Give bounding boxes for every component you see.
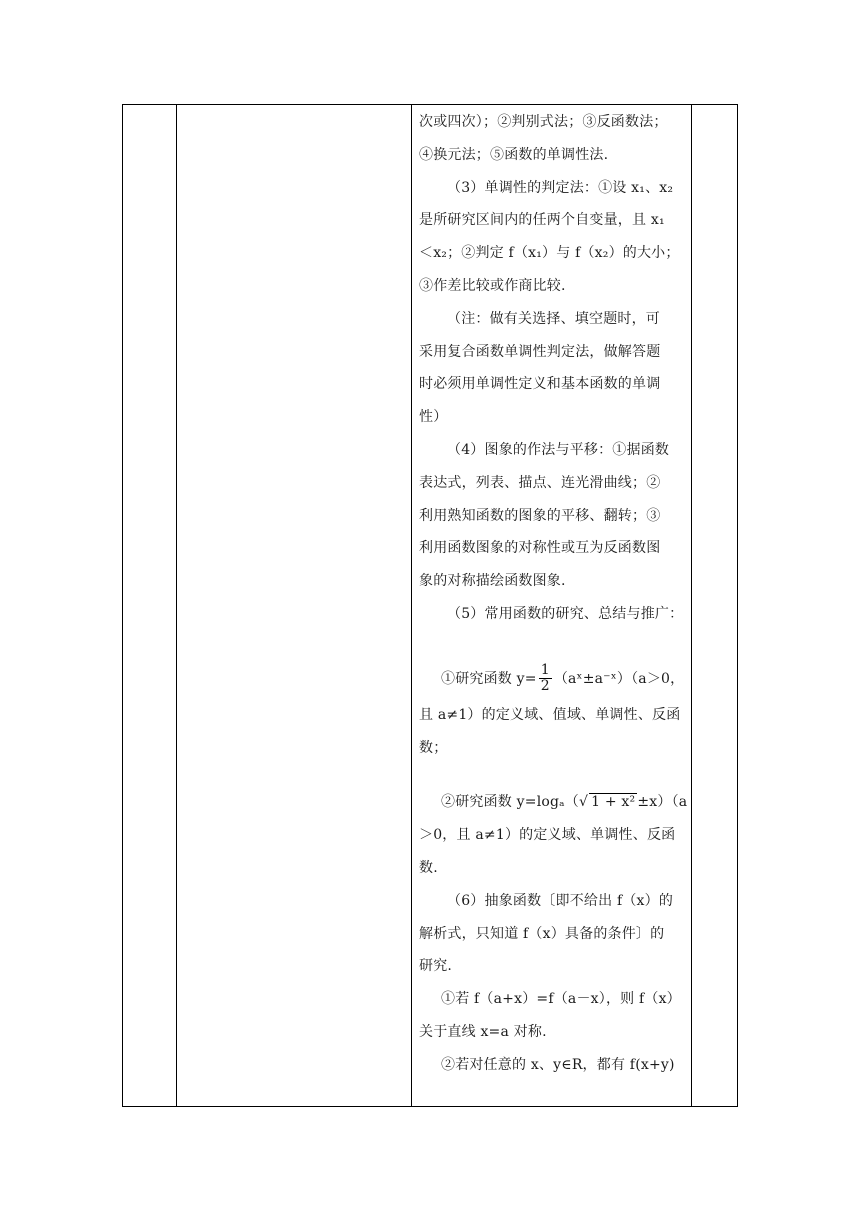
text-line: ①若 f（a+x）=f（a－x），则 f（x） (441, 991, 681, 1008)
text-line: 采用复合函数单调性判定法，做解答题 (419, 343, 661, 360)
sqrt-radicand: 1 + x² (591, 794, 636, 811)
text-line: （注：做有关选择、填空题时，可 (447, 310, 660, 327)
text-line: ＜x₂；②判定 f（x₁）与 f（x₂）的大小； (419, 245, 680, 262)
column-divider-3 (691, 105, 692, 1106)
text-line: （5）常用函数的研究、总结与推广： (447, 605, 684, 622)
text-line: ④换元法；⑤函数的单调性法. (419, 146, 609, 163)
fraction-numerator: 1 (540, 662, 550, 679)
text-line: （3）单调性的判定法：①设 x₁、x₂ (447, 179, 674, 196)
text-line: ③作差比较或作商比较. (419, 277, 566, 294)
text-line: （4）图象的作法与平移：①据函数 (447, 441, 670, 458)
spacer (419, 764, 682, 786)
formula-line-1 (419, 659, 685, 699)
text-line: 且 a≠1）的定义域、值域、单调性、反函 (419, 706, 681, 723)
text-line: 性） (419, 409, 448, 426)
text-line: 研究. (419, 958, 453, 975)
spacer (419, 631, 682, 659)
text-line: （6）抽象函数〔即不给出 f（x）的 (447, 892, 674, 909)
text-line: 数. (419, 859, 438, 876)
content-cell (410, 104, 690, 1107)
fraction-denominator: 2 (540, 678, 550, 695)
text-line: 关于直线 x=a 对称. (419, 1023, 547, 1040)
text-line: 表达式，列表、描点、连光滑曲线；② (419, 474, 661, 491)
fraction (539, 663, 552, 694)
formula-2-prefix: ②研究函数 y=logₐ（ (441, 794, 579, 811)
formula-line-2 (419, 786, 688, 819)
text-line: 数； (419, 739, 448, 756)
text-line: 次或四次）；②判别式法；③反函数法； (419, 114, 668, 130)
text-line: ②若对任意的 x、y∈R，都有 f(x+y) (441, 1056, 675, 1073)
text-line: 象的对称描绘函数图象. (419, 573, 566, 590)
text-line: 解析式，只知道 f（x）具备的条件〕的 (419, 925, 665, 942)
text-line: 利用函数图象的对称性或互为反函数图 (419, 540, 661, 557)
formula-2-suffix: ±x）（a (637, 794, 688, 811)
text-line: 利用熟知函数的图象的平移、翻转；③ (419, 507, 661, 524)
text-line: ＞0，且 a≠1）的定义域、单调性、反函 (419, 827, 676, 844)
sqrt-symbol-icon: √ (578, 794, 589, 811)
text-line: 是所研究区间内的任两个自变量，且 x₁ (419, 212, 665, 229)
formula-1-prefix: ①研究函数 y= (441, 670, 537, 687)
text-line: 时必须用单调性定义和基本函数的单调 (419, 376, 661, 393)
formula-1-suffix: （aˣ±a⁻ˣ）（a＞0， (553, 670, 685, 687)
column-divider-1 (176, 105, 177, 1106)
